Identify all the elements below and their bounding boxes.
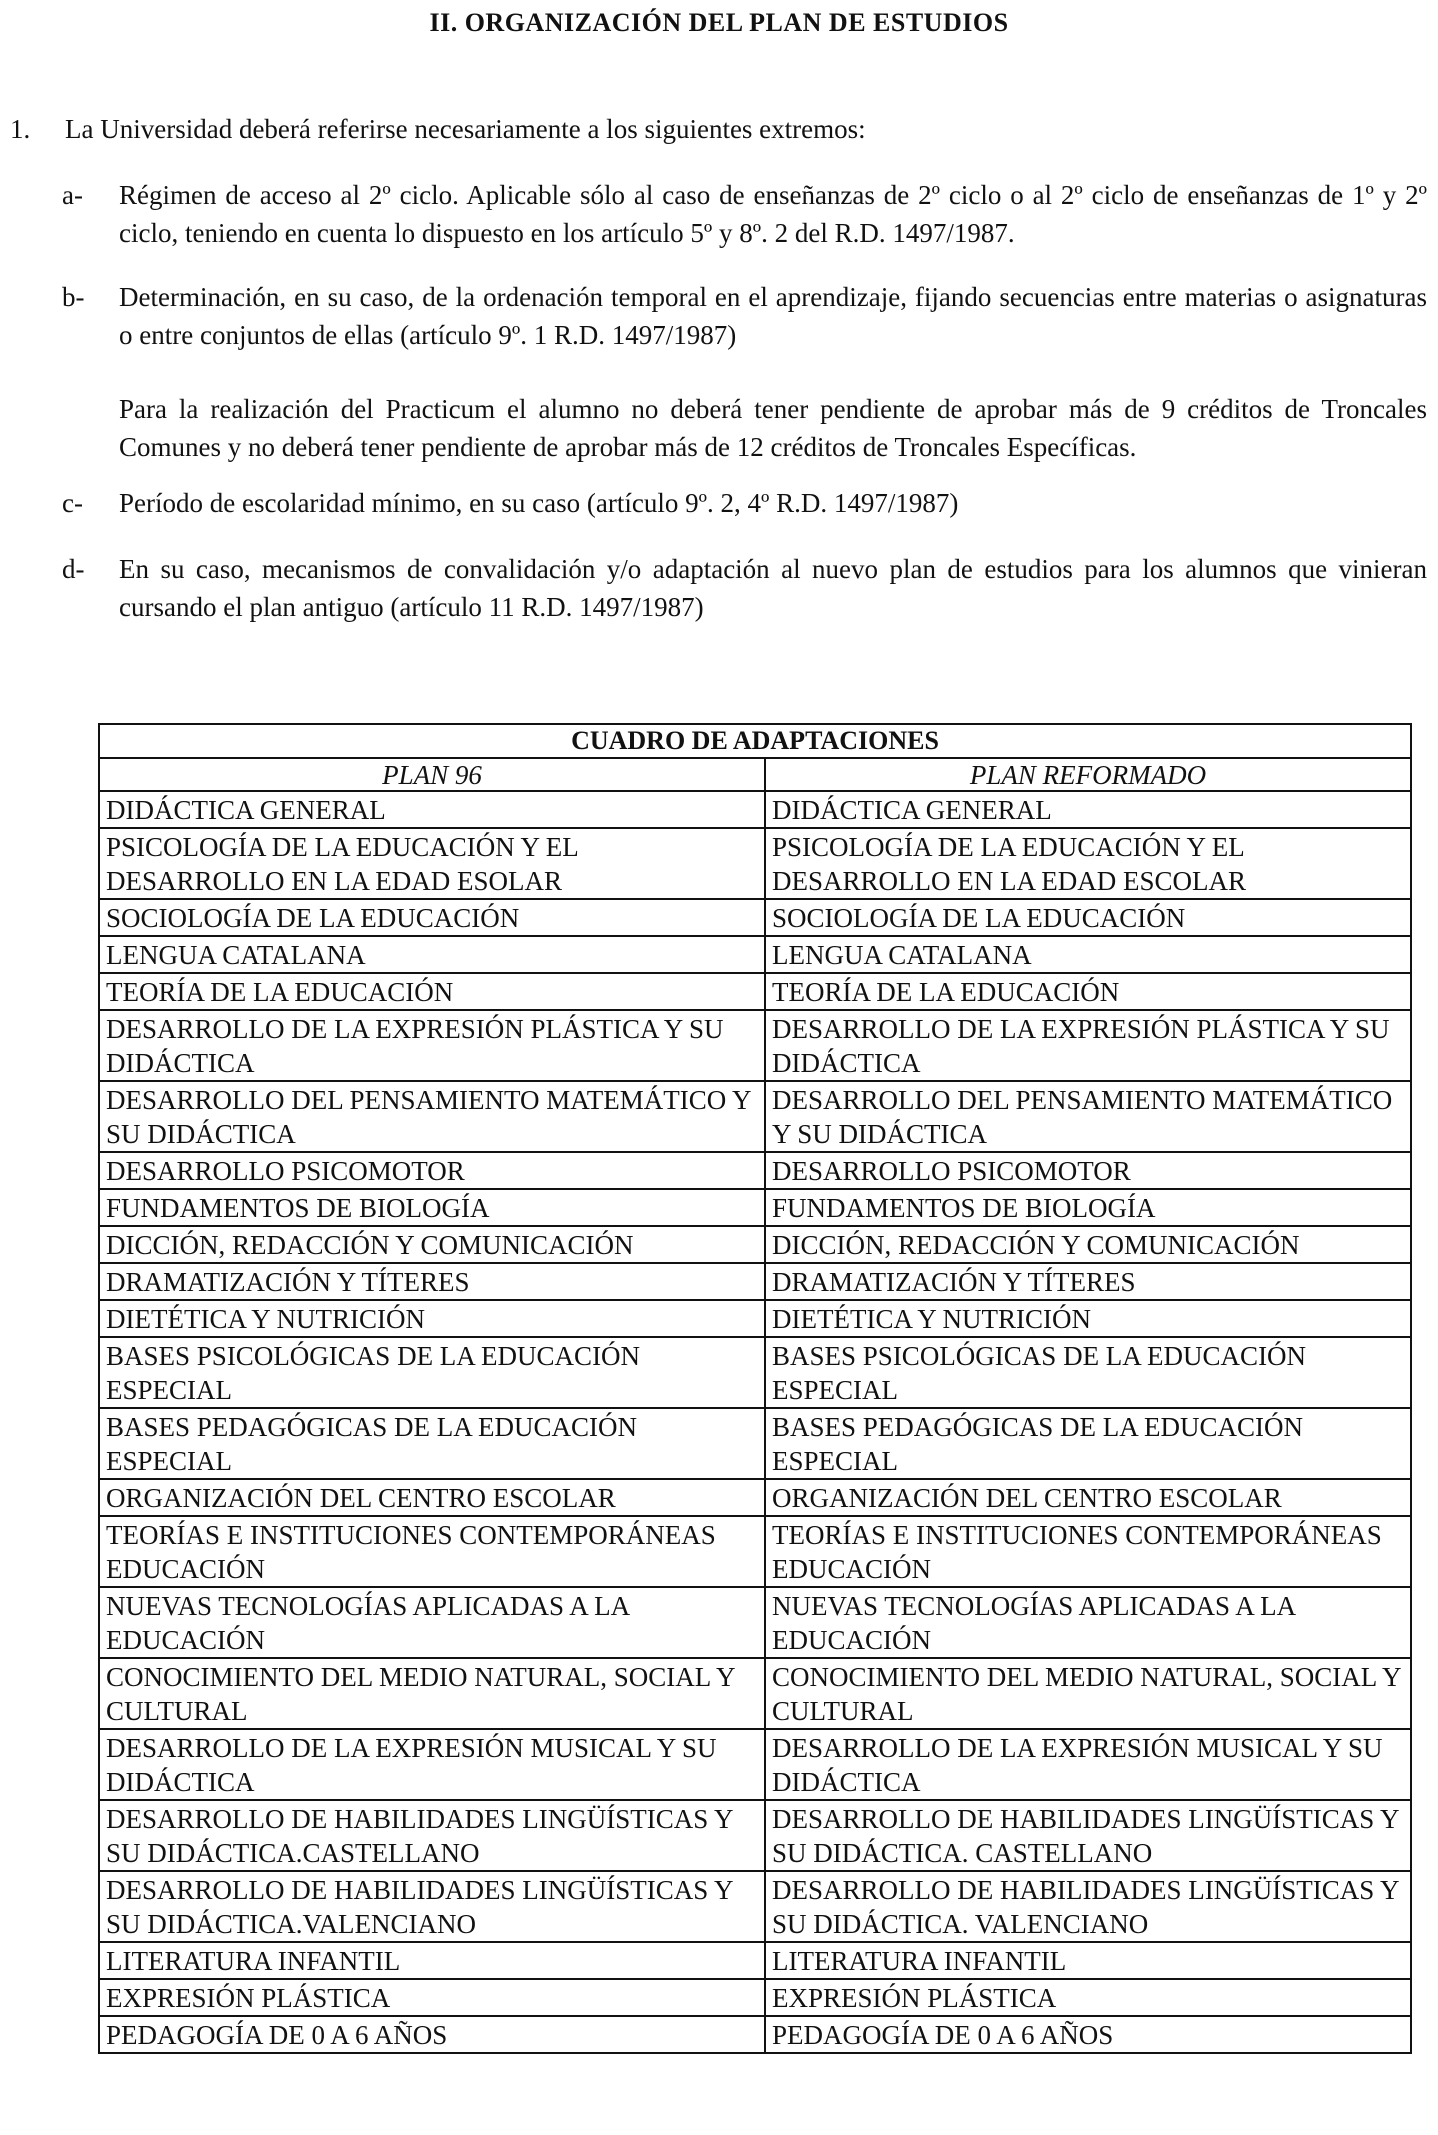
table-row — [99, 1081, 1411, 1152]
cell-plan-96: DESARROLLO PSICOMOTOR — [99, 1152, 765, 1189]
cell-plan-reformado: DICCIÓN, REDACCIÓN Y COMUNICACIÓN — [765, 1226, 1411, 1263]
cell-plan-96: FUNDAMENTOS DE BIOLOGÍA — [99, 1189, 765, 1226]
item-marker: d- — [62, 554, 85, 584]
list-item-c — [62, 484, 1427, 522]
cell-plan-reformado: NUEVAS TECNOLOGÍAS APLICADAS A LA EDUCACIÓN — [765, 1587, 1411, 1658]
cell-plan-96: DESARROLLO DE HABILIDADES LINGÜÍSTICAS Y SU DIDÁCTICA.VALENCIANO — [99, 1871, 765, 1942]
cell-plan-96: SOCIOLOGÍA DE LA EDUCACIÓN — [99, 899, 765, 936]
list-item-d — [62, 550, 1427, 626]
cell-plan-reformado: DIDÁCTICA GENERAL — [765, 791, 1411, 828]
column-header-plan-96: PLAN 96 — [99, 758, 765, 791]
table-row — [99, 1942, 1411, 1979]
item-text: Determinación, en su caso, de la ordenación temporal en el aprendizaje, fijando secuencias entre materias o asignaturas o entre conjuntos de ellas (artículo 9º. 1 R.D. 1497/1987) — [119, 282, 1427, 350]
page-title: II. ORGANIZACIÓN DEL PLAN DE ESTUDIOS — [429, 8, 1009, 37]
cell-plan-96: DICCIÓN, REDACCIÓN Y COMUNICACIÓN — [99, 1226, 765, 1263]
intro-text: La Universidad deberá referirse necesariamente a los siguientes extremos: — [65, 114, 866, 144]
adaptation-table — [98, 723, 1412, 2054]
table-row — [99, 2016, 1411, 2053]
cell-plan-reformado: DESARROLLO DEL PENSAMIENTO MATEMÁTICO Y SU DIDÁCTICA — [765, 1081, 1411, 1152]
cell-plan-96: PSICOLOGÍA DE LA EDUCACIÓN Y EL DESARROLLO EN LA EDAD ESOLAR — [99, 828, 765, 899]
cell-plan-96: LITERATURA INFANTIL — [99, 1942, 765, 1979]
cell-plan-96: ORGANIZACIÓN DEL CENTRO ESCOLAR — [99, 1479, 765, 1516]
practicum-note: Para la realización del Practicum el alumno no deberá tener pendiente de aprobar más de 9 créditos de Troncales Comunes y no deberá tener pendiente de aprobar más de 12 créditos de Troncales Específicas. — [119, 394, 1427, 462]
table-body — [99, 791, 1411, 2053]
cell-plan-96: TEORÍA DE LA EDUCACIÓN — [99, 973, 765, 1010]
cell-plan-reformado: DESARROLLO PSICOMOTOR — [765, 1152, 1411, 1189]
cell-plan-reformado: TEORÍA DE LA EDUCACIÓN — [765, 973, 1411, 1010]
cell-plan-reformado: EXPRESIÓN PLÁSTICA — [765, 1979, 1411, 2016]
cell-plan-96: DESARROLLO DEL PENSAMIENTO MATEMÁTICO Y SU DIDÁCTICA — [99, 1081, 765, 1152]
cell-plan-reformado: FUNDAMENTOS DE BIOLOGÍA — [765, 1189, 1411, 1226]
table-row — [99, 1300, 1411, 1337]
item-text: Período de escolaridad mínimo, en su caso (artículo 9º. 2, 4º R.D. 1497/1987) — [119, 488, 959, 518]
table-row — [99, 1408, 1411, 1479]
cell-plan-96: DESARROLLO DE LA EXPRESIÓN PLÁSTICA Y SU DIDÁCTICA — [99, 1010, 765, 1081]
cell-plan-96: LENGUA CATALANA — [99, 936, 765, 973]
column-header-plan-reformado: PLAN REFORMADO — [765, 758, 1411, 791]
cell-plan-96: BASES PSICOLÓGICAS DE LA EDUCACIÓN ESPECIAL — [99, 1337, 765, 1408]
cell-plan-96: PEDAGOGÍA DE 0 A 6 AÑOS — [99, 2016, 765, 2053]
table-row — [99, 1800, 1411, 1871]
intro-paragraph — [10, 114, 866, 145]
table-row — [99, 1226, 1411, 1263]
cell-plan-reformado: PSICOLOGÍA DE LA EDUCACIÓN Y EL DESARROLLO EN LA EDAD ESCOLAR — [765, 828, 1411, 899]
item-marker: c- — [62, 488, 83, 518]
cell-plan-96: EXPRESIÓN PLÁSTICA — [99, 1979, 765, 2016]
table-row — [99, 1871, 1411, 1942]
item-text: Régimen de acceso al 2º ciclo. Aplicable sólo al caso de enseñanzas de 2º ciclo o al 2º ciclo de enseñanzas de 1º y 2º ciclo, teniendo en cuenta lo dispuesto en los artículo 5º y 8º. 2 del R.D. 1497/1987. — [119, 180, 1427, 248]
table-caption: CUADRO DE ADAPTACIONES — [99, 724, 1411, 758]
table-row — [99, 1337, 1411, 1408]
cell-plan-reformado: LITERATURA INFANTIL — [765, 1942, 1411, 1979]
table-row — [99, 1658, 1411, 1729]
cell-plan-96: DIDÁCTICA GENERAL — [99, 791, 765, 828]
table-row — [99, 791, 1411, 828]
cell-plan-reformado: BASES PSICOLÓGICAS DE LA EDUCACIÓN ESPECIAL — [765, 1337, 1411, 1408]
table-caption-row — [99, 724, 1411, 758]
table-row — [99, 1263, 1411, 1300]
table-row — [99, 899, 1411, 936]
table-row — [99, 1010, 1411, 1081]
intro-number: 1. — [10, 114, 31, 144]
table-row — [99, 1729, 1411, 1800]
table-row — [99, 1587, 1411, 1658]
table-row — [99, 973, 1411, 1010]
table-header-row — [99, 758, 1411, 791]
list-item-b — [62, 278, 1427, 466]
cell-plan-reformado: SOCIOLOGÍA DE LA EDUCACIÓN — [765, 899, 1411, 936]
cell-plan-reformado: DESARROLLO DE LA EXPRESIÓN PLÁSTICA Y SU DIDÁCTICA — [765, 1010, 1411, 1081]
cell-plan-reformado: DESARROLLO DE HABILIDADES LINGÜÍSTICAS Y SU DIDÁCTICA. VALENCIANO — [765, 1871, 1411, 1942]
cell-plan-reformado: PEDAGOGÍA DE 0 A 6 AÑOS — [765, 2016, 1411, 2053]
table-row — [99, 936, 1411, 973]
cell-plan-reformado: ORGANIZACIÓN DEL CENTRO ESCOLAR — [765, 1479, 1411, 1516]
cell-plan-reformado: LENGUA CATALANA — [765, 936, 1411, 973]
item-marker: a- — [62, 180, 83, 210]
table-row — [99, 1189, 1411, 1226]
item-marker: b- — [62, 282, 85, 312]
cell-plan-96: DIETÉTICA Y NUTRICIÓN — [99, 1300, 765, 1337]
cell-plan-reformado: DESARROLLO DE LA EXPRESIÓN MUSICAL Y SU DIDÁCTICA — [765, 1729, 1411, 1800]
adaptation-table-container — [98, 723, 1410, 2054]
cell-plan-reformado: DESARROLLO DE HABILIDADES LINGÜÍSTICAS Y SU DIDÁCTICA. CASTELLANO — [765, 1800, 1411, 1871]
cell-plan-96: TEORÍAS E INSTITUCIONES CONTEMPORÁNEAS EDUCACIÓN — [99, 1516, 765, 1587]
table-row — [99, 1516, 1411, 1587]
cell-plan-96: CONOCIMIENTO DEL MEDIO NATURAL, SOCIAL Y CULTURAL — [99, 1658, 765, 1729]
table-row — [99, 1479, 1411, 1516]
cell-plan-reformado: TEORÍAS E INSTITUCIONES CONTEMPORÁNEAS EDUCACIÓN — [765, 1516, 1411, 1587]
cell-plan-96: DESARROLLO DE LA EXPRESIÓN MUSICAL Y SU DIDÁCTICA — [99, 1729, 765, 1800]
cell-plan-96: BASES PEDAGÓGICAS DE LA EDUCACIÓN ESPECIAL — [99, 1408, 765, 1479]
table-row — [99, 1979, 1411, 2016]
cell-plan-reformado: DRAMATIZACIÓN Y TÍTERES — [765, 1263, 1411, 1300]
cell-plan-reformado: CONOCIMIENTO DEL MEDIO NATURAL, SOCIAL Y CULTURAL — [765, 1658, 1411, 1729]
table-row — [99, 828, 1411, 899]
table-row — [99, 1152, 1411, 1189]
cell-plan-reformado: BASES PEDAGÓGICAS DE LA EDUCACIÓN ESPECIAL — [765, 1408, 1411, 1479]
list-item-a — [62, 176, 1427, 252]
cell-plan-96: DESARROLLO DE HABILIDADES LINGÜÍSTICAS Y SU DIDÁCTICA.CASTELLANO — [99, 1800, 765, 1871]
cell-plan-96: NUEVAS TECNOLOGÍAS APLICADAS A LA EDUCACIÓN — [99, 1587, 765, 1658]
item-text: En su caso, mecanismos de convalidación y/o adaptación al nuevo plan de estudios para los alumnos que vinieran cursando el plan antiguo (artículo 11 R.D. 1497/1987) — [119, 554, 1427, 622]
cell-plan-reformado: DIETÉTICA Y NUTRICIÓN — [765, 1300, 1411, 1337]
cell-plan-96: DRAMATIZACIÓN Y TÍTERES — [99, 1263, 765, 1300]
